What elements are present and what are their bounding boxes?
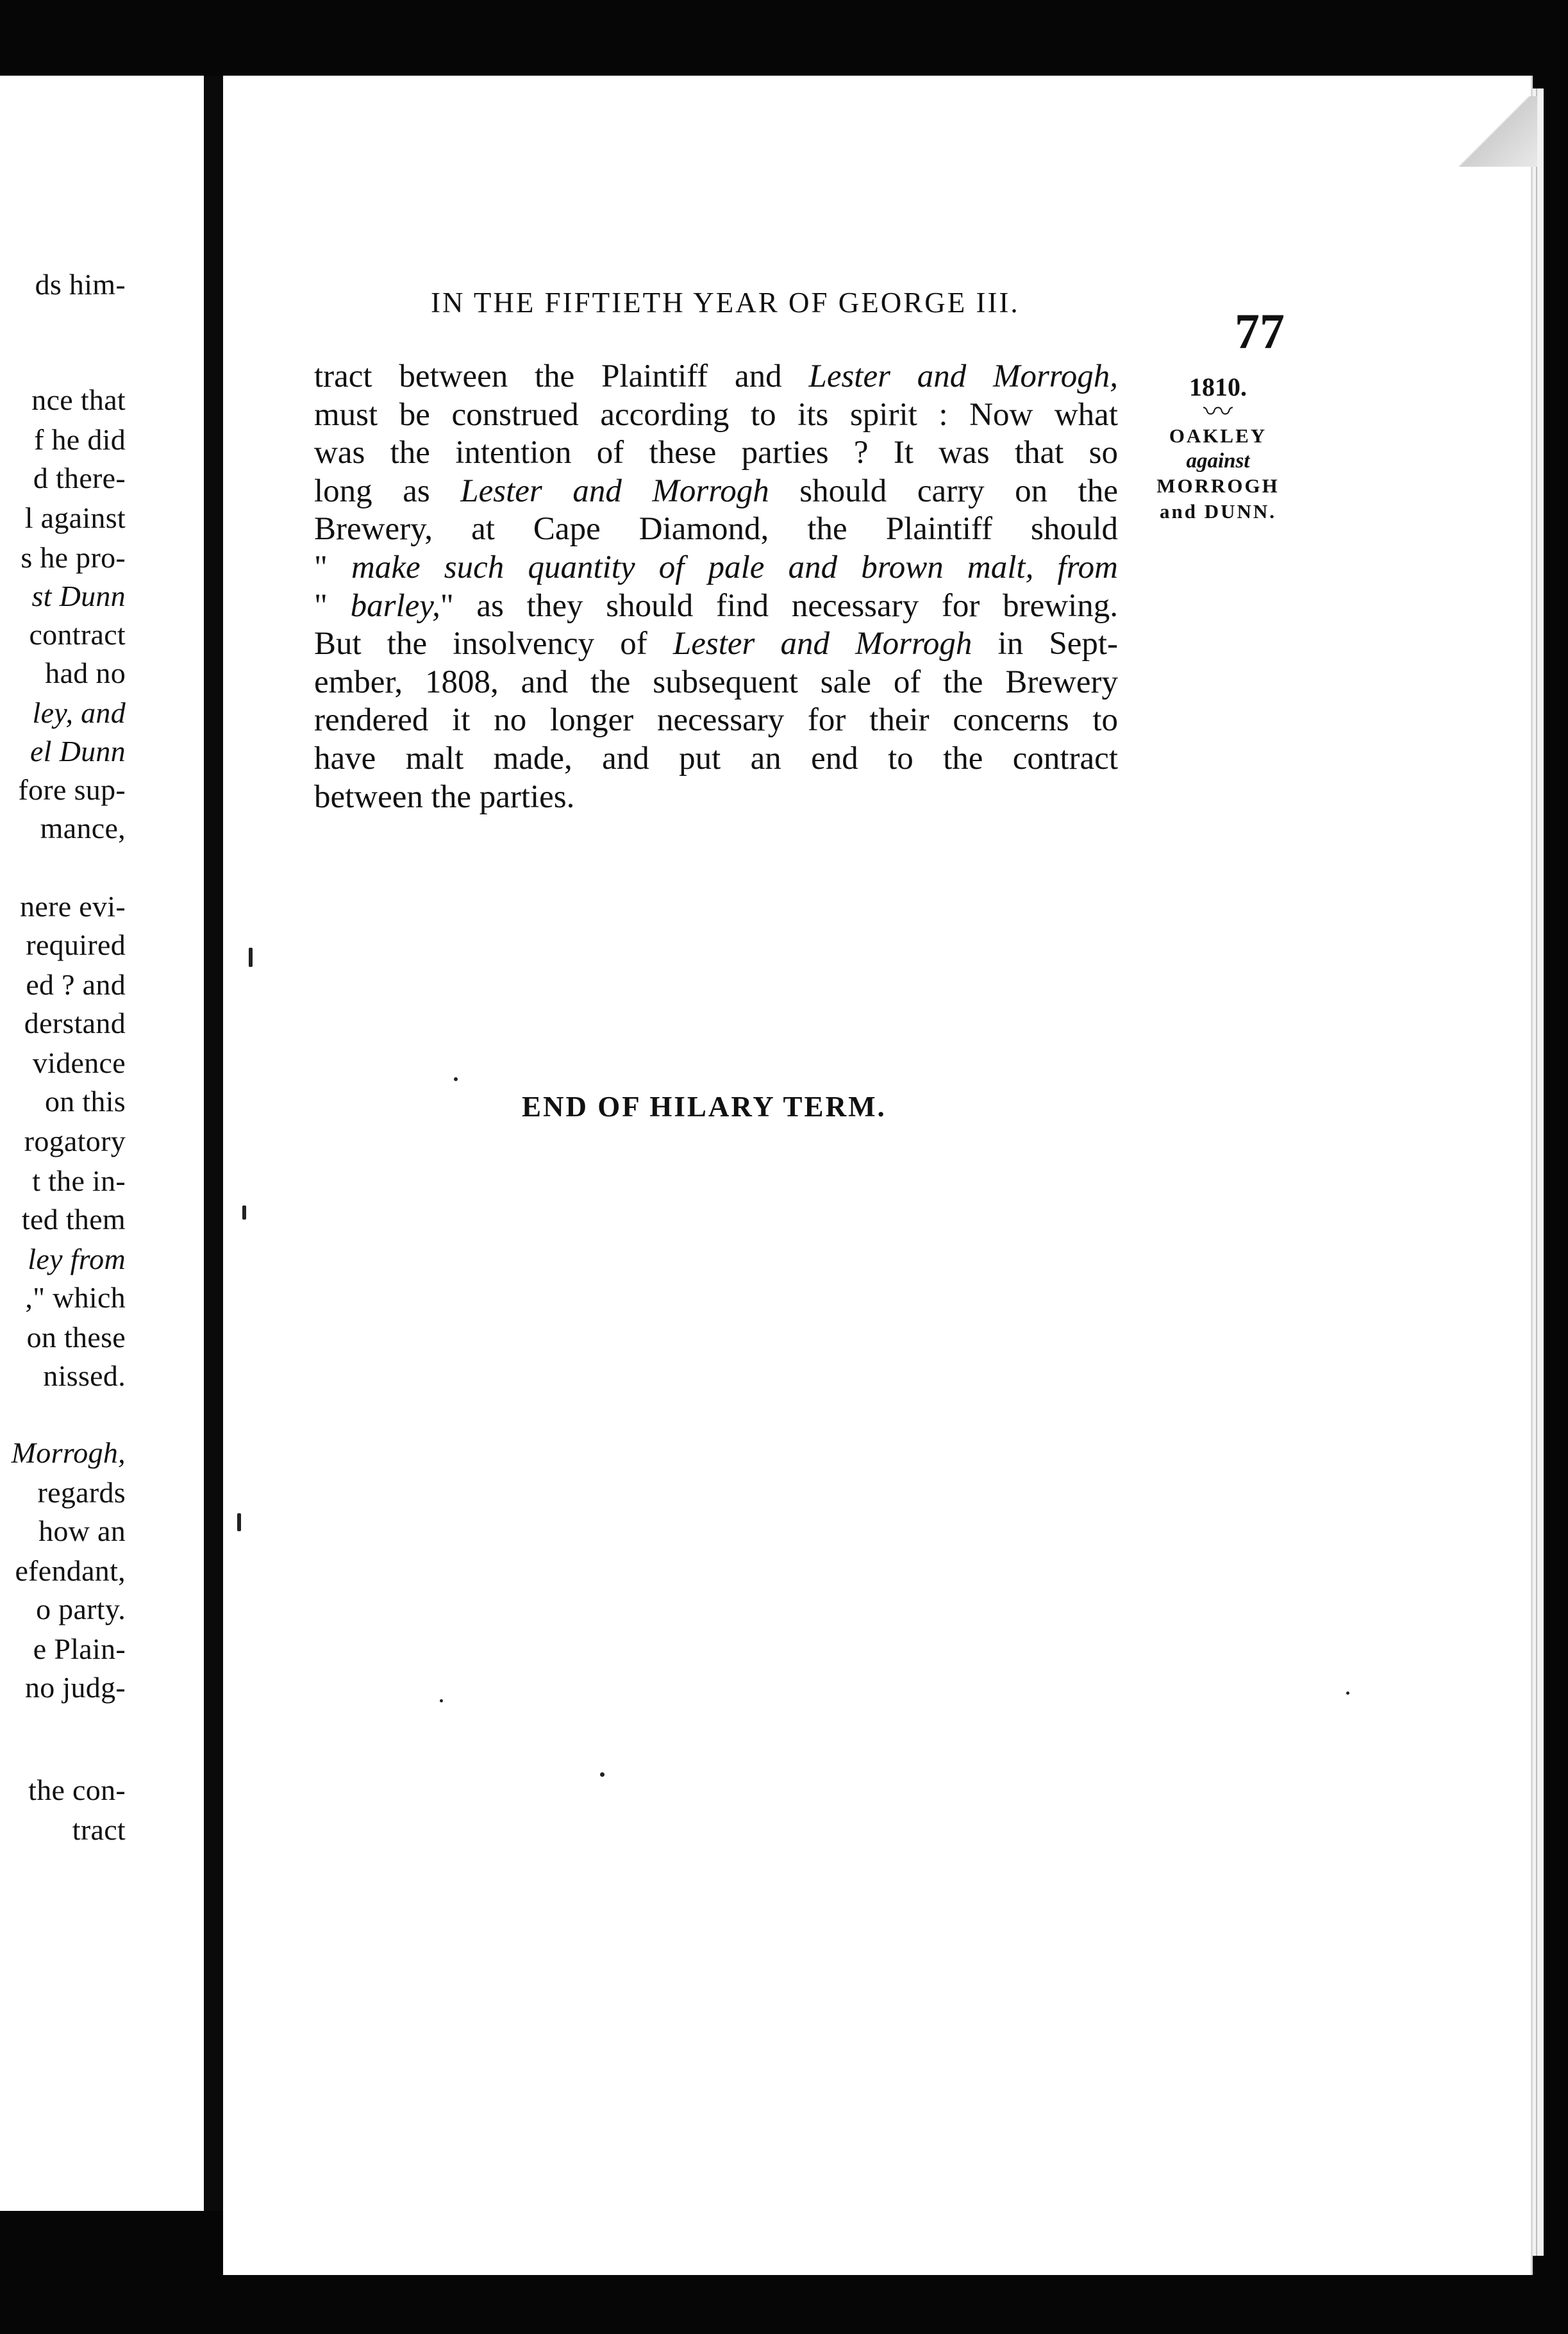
facing-page-line: nere evi-: [20, 890, 126, 923]
text-run: should carry on the: [769, 473, 1118, 509]
facing-page-line: contract: [29, 618, 126, 651]
facing-page-line: how an: [38, 1515, 126, 1547]
facing-page-line: on these: [26, 1321, 126, 1354]
scan-speck: [1346, 1692, 1349, 1695]
scan-speck: [440, 1699, 443, 1702]
text-run: " as they should find necessary for brewing.: [440, 587, 1118, 624]
facing-page-line: el Dunn: [29, 735, 126, 768]
body-line: [314, 701, 1118, 740]
body-line: [314, 473, 1118, 511]
facing-page-line: regards: [37, 1476, 126, 1509]
page-number: 77: [1235, 303, 1285, 359]
facing-page-line: nissed.: [43, 1359, 126, 1392]
facing-page-line: o party.: [36, 1593, 126, 1625]
plaintiff-name: OAKLEY: [1169, 424, 1267, 447]
facing-page-line: ds him-: [35, 268, 126, 301]
facing-page-line: t the in-: [32, 1164, 126, 1197]
co-defendant-name: and DUNN.: [1159, 500, 1277, 523]
facing-page-line: on this: [44, 1085, 126, 1118]
facing-page-line: Morrogh,: [11, 1436, 126, 1469]
italic-text: Lester and Morrogh: [460, 473, 769, 509]
italic-text: Lester and Morrogh,: [808, 358, 1118, 394]
page-edge: [1536, 88, 1544, 2256]
body-line: [314, 778, 1118, 817]
facing-page-line: vidence: [32, 1046, 126, 1079]
body-line: [314, 587, 1118, 626]
text-run: ": [314, 587, 351, 624]
facing-page-line: mance,: [40, 812, 126, 844]
text-run: But the insolvency of: [314, 626, 673, 662]
italic-text: barley,: [350, 587, 440, 624]
facing-page-line: no judg-: [25, 1671, 126, 1704]
text-run: was the intention of these parties ? It was that so: [314, 435, 1118, 471]
facing-page-line: rogatory: [24, 1125, 126, 1157]
text-run: between the parties.: [314, 778, 575, 815]
facing-page-line: s he pro-: [21, 541, 126, 574]
facing-page-line: st Dunn: [31, 580, 126, 612]
margin-case-note: [1147, 373, 1289, 525]
facing-page-line: efendant,: [15, 1554, 126, 1587]
facing-page-line: e Plain-: [33, 1633, 126, 1665]
facing-page-line: ley from: [28, 1243, 126, 1275]
facing-page-line: nce that: [31, 383, 126, 416]
body-line: [314, 510, 1118, 549]
scan-speck: [242, 1205, 246, 1220]
italic-text: make such quantity of pale and brown malt, from: [351, 549, 1118, 585]
scan-speck: [237, 1513, 241, 1531]
facing-page-line: required: [26, 928, 126, 961]
facing-page-line: ted them: [21, 1203, 126, 1236]
body-line: [314, 358, 1118, 396]
facing-page-line: had no: [45, 657, 126, 689]
body-line: [314, 740, 1118, 778]
text-run: tract between the Plaintiff and: [314, 358, 809, 394]
case-year: 1810.: [1189, 373, 1247, 401]
text-run: in Sept-: [972, 626, 1118, 662]
folded-corner: [1454, 96, 1537, 167]
text-run: rendered it no longer necessary for their concerns to: [314, 702, 1118, 739]
facing-page-line: l against: [24, 501, 126, 534]
defendant-name: MORROGH: [1156, 474, 1280, 497]
end-of-term-heading: END OF HILARY TERM.: [522, 1091, 887, 1123]
facing-page-line: d there-: [33, 462, 126, 494]
scan-speck: [454, 1077, 458, 1081]
text-run: ember, 1808, and the subsequent sale of the Brewery: [314, 664, 1118, 700]
scan-speck: [600, 1772, 605, 1777]
text-run: ": [314, 549, 351, 585]
text-run: Brewery, at Cape Diamond, the Plaintiff should: [314, 511, 1118, 548]
body-line: [314, 434, 1118, 473]
facing-page-line: ley, and: [32, 696, 126, 729]
tilde-ornament: 〰: [1203, 396, 1233, 428]
text-run: long as: [314, 473, 461, 509]
facing-page-line: fore sup-: [18, 773, 126, 806]
facing-page-line: the con-: [28, 1774, 126, 1806]
facing-page-line: tract: [72, 1813, 126, 1846]
body-line: [314, 396, 1118, 435]
text-run: must be construed according to its spirit : Now what: [314, 396, 1118, 433]
facing-page-line: derstand: [24, 1007, 126, 1039]
body-line: [314, 664, 1118, 702]
facing-page-line: f he did: [34, 423, 126, 456]
page-gutter: [204, 76, 223, 2211]
left-facing-page: [0, 76, 204, 2211]
body-line: [314, 549, 1118, 587]
text-run: have malt made, and put an end to the contract: [314, 740, 1118, 777]
italic-text: Lester and Morrogh: [672, 626, 972, 662]
body-line: [314, 625, 1118, 664]
running-head: IN THE FIFTIETH YEAR OF GEORGE III.: [431, 287, 1020, 319]
facing-page-line: ed ? and: [26, 968, 126, 1001]
scan-speck: [249, 948, 253, 967]
body-paragraph: [314, 358, 1118, 816]
against-label: against: [1186, 449, 1250, 473]
facing-page-line: ," which: [25, 1281, 126, 1314]
